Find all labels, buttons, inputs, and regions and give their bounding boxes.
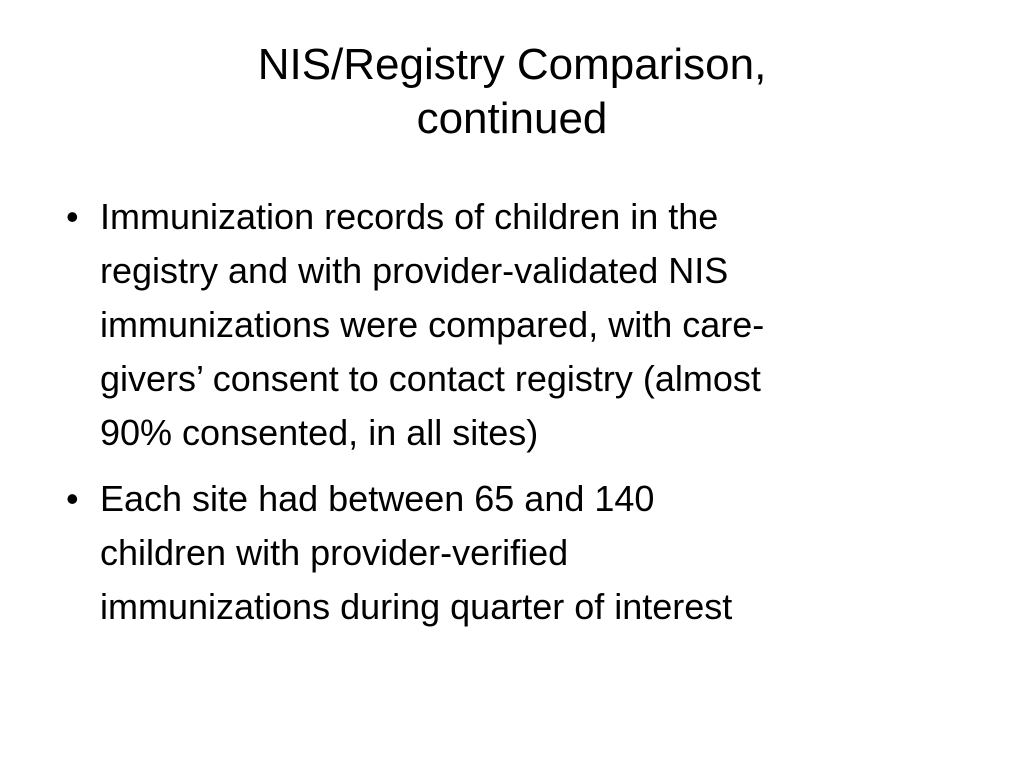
bullet-text-line: immunizations were compared, with care- [100,304,765,345]
bullet-text-line: registry and with provider-validated NIS [100,250,729,291]
bullet-dot-icon: • [66,196,79,237]
bullet-list [60,190,964,646]
bullet-text-line: immunizations during quarter of interest [100,586,733,627]
bullet-text-line: Immunization records of children in the [100,196,719,237]
bullet-dot-icon: • [66,478,79,519]
bullet-text-line: 90% consented, in all sites) [100,412,539,453]
slide-title [60,38,964,146]
bullet-text-line: Each site had between 65 and 140 [100,478,655,519]
bullet-item [60,190,964,460]
bullet-text-line: givers’ consent to contact registry (almost [100,358,761,399]
bullet-item [60,472,964,634]
slide-title-line: continued [416,94,608,143]
slide-title-line: NIS/Registry Comparison, [257,40,767,89]
bullet-text-line: children with provider-verified [100,532,569,573]
